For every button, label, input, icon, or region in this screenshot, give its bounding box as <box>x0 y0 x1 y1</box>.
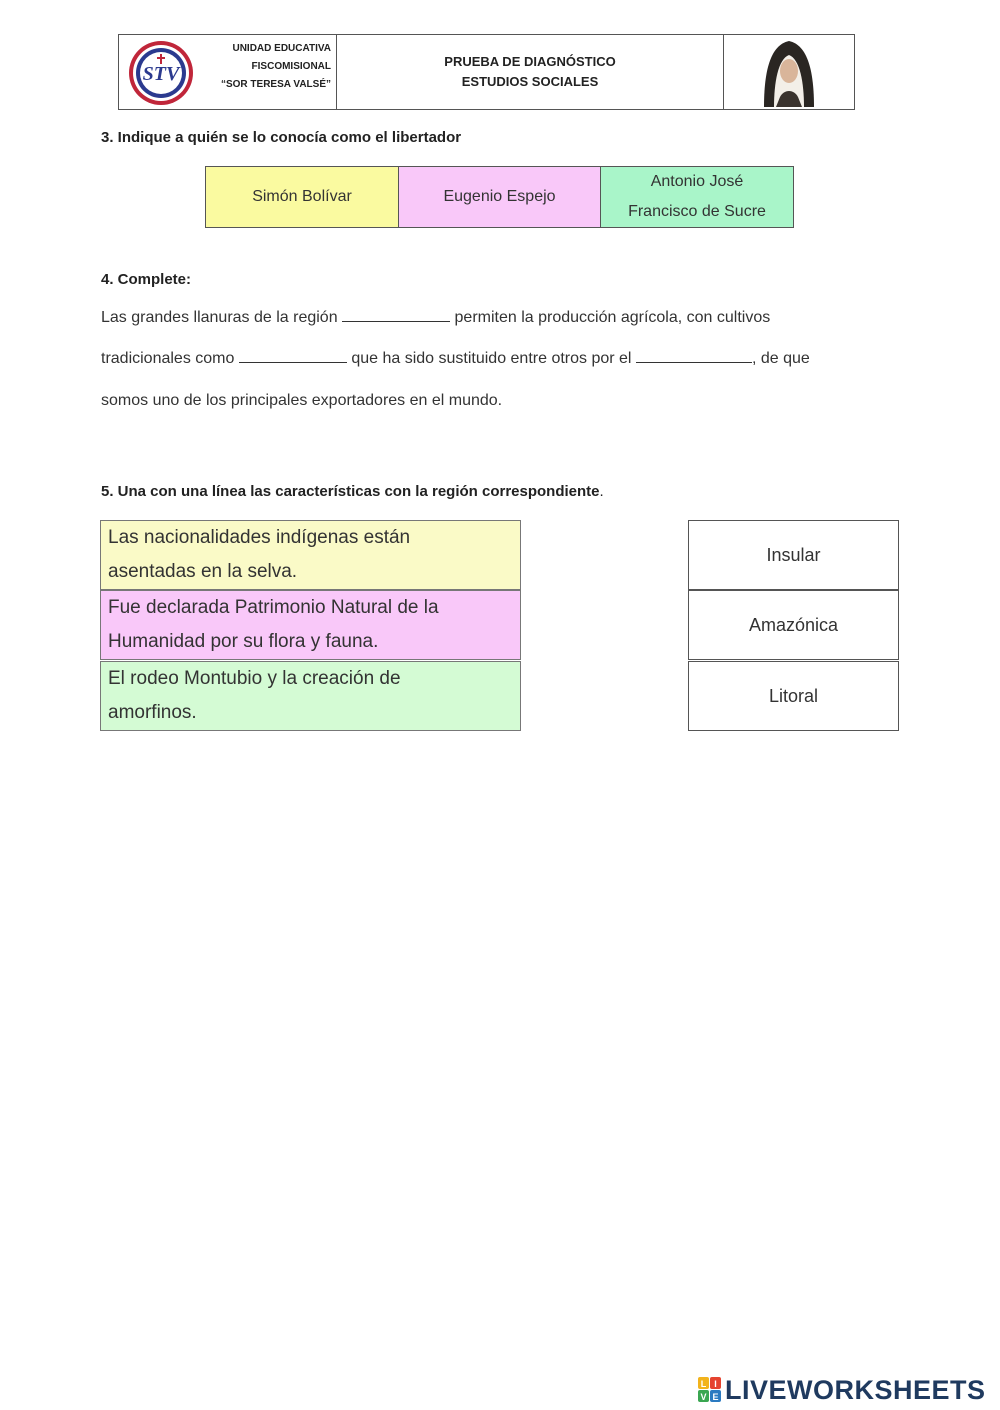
school-name <box>207 40 331 94</box>
characteristic-line2: amorfinos. <box>108 702 197 723</box>
liveworksheets-logo-icon <box>697 1376 723 1404</box>
school-logo <box>126 40 196 106</box>
header-photo-cell <box>724 35 854 109</box>
characteristic-selva[interactable] <box>100 520 521 590</box>
school-name-line1: UNIDAD EDUCATIVA <box>232 43 331 54</box>
question-3-prompt: 3. Indique a quién se lo conocía como el libertador <box>101 129 462 146</box>
characteristic-line2: Humanidad por su flora y fauna. <box>108 631 379 652</box>
option-label-line1: Antonio José <box>650 173 744 190</box>
sentence-text: tradicionales como <box>101 350 235 367</box>
sentence-text: que ha sido sustituido entre otros por el <box>351 350 632 367</box>
option-simon-bolivar[interactable] <box>205 166 399 228</box>
region-label: Litoral <box>768 685 819 706</box>
prompt-text: 5. Una con una línea las características con la región correspondiente <box>101 483 600 500</box>
question-5-prompt <box>101 483 604 500</box>
blank-crop[interactable] <box>239 350 347 363</box>
blank-region[interactable] <box>342 309 450 322</box>
option-label-line2: Francisco de Sucre <box>628 203 766 220</box>
fill-sentence-line2 <box>101 350 810 368</box>
characteristic-line2: asentadas en la selva. <box>108 561 298 582</box>
prompt-period: . <box>599 483 604 500</box>
sentence-text: permiten la producción agrícola, con cultivos <box>454 309 771 326</box>
characteristic-line1: Fue declarada Patrimonio Natural de la <box>108 597 439 618</box>
subject-title: ESTUDIOS SOCIALES <box>461 74 599 89</box>
test-title: PRUEBA DE DIAGNÓSTICO <box>444 54 616 69</box>
blank-replacement-crop[interactable] <box>636 350 752 363</box>
badge-letter: I <box>714 1379 717 1389</box>
option-label: Simón Bolívar <box>252 188 352 205</box>
fill-sentence-line3: somos uno de los principales exportadores en el mundo. <box>101 392 503 409</box>
region-litoral[interactable] <box>688 661 899 731</box>
characteristic-patrimonio[interactable] <box>100 590 521 660</box>
option-antonio-jose-sucre[interactable] <box>600 166 794 228</box>
region-insular[interactable] <box>688 520 899 590</box>
watermark-text: LIVEWORKSHEETS <box>725 1374 986 1405</box>
characteristic-line1: El rodeo Montubio y la creación de <box>108 668 401 689</box>
badge-letter: E <box>712 1392 719 1402</box>
badge-letter: V <box>700 1392 707 1402</box>
header-table <box>118 34 855 110</box>
liveworksheets-watermark <box>697 1374 986 1406</box>
sentence-text: Las grandes llanuras de la región <box>101 309 338 326</box>
characteristic-rodeo-montubio[interactable] <box>100 661 521 731</box>
school-name-line3: “SOR TERESA VALSÉ” <box>220 79 331 90</box>
badge-letter: L <box>700 1379 707 1389</box>
question-4-prompt: 4. Complete: <box>101 271 192 288</box>
header-title-cell <box>337 35 724 109</box>
logo-letters: STV <box>142 63 180 85</box>
region-label: Insular <box>766 544 821 565</box>
school-name-line2: FISCOMISIONAL <box>251 61 331 72</box>
header-logo-cell <box>119 35 337 109</box>
nun-portrait <box>758 37 820 107</box>
fill-sentence-line1 <box>101 309 770 327</box>
option-eugenio-espejo[interactable] <box>398 166 601 228</box>
option-label: Eugenio Espejo <box>443 188 556 205</box>
sentence-text: , de que <box>751 350 810 367</box>
characteristic-line1: Las nacionalidades indígenas están <box>108 527 411 548</box>
region-amazonica[interactable] <box>688 590 899 660</box>
region-label: Amazónica <box>748 614 839 635</box>
